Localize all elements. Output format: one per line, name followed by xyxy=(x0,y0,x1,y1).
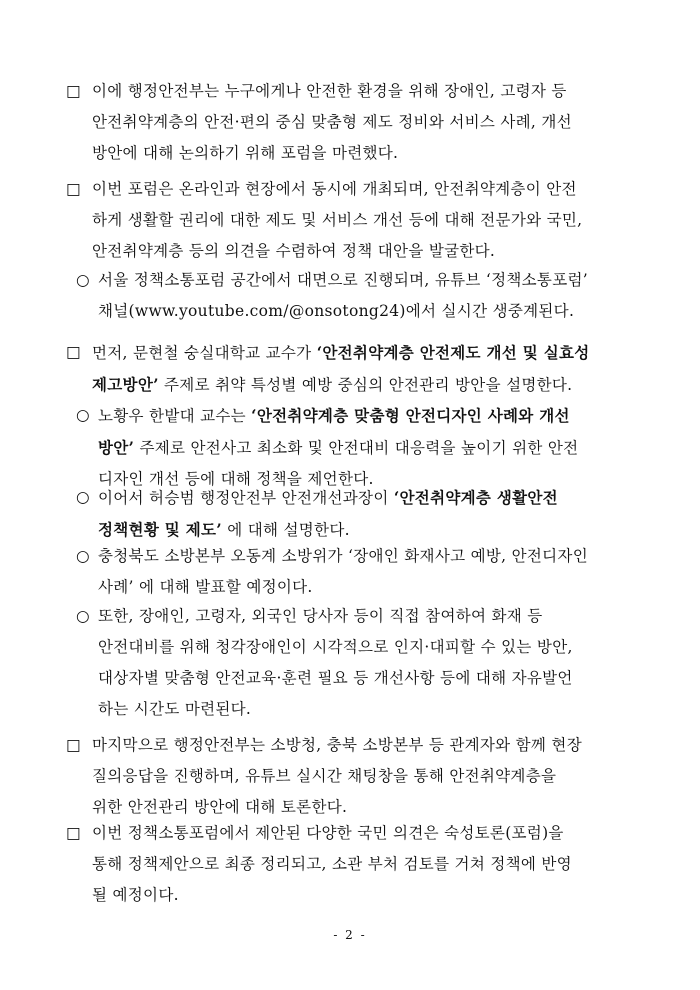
paragraph-forum-format xyxy=(66,174,646,267)
paragraph-first-presentation xyxy=(66,337,646,401)
circle-bullet: ○ xyxy=(76,488,90,506)
page-number: - 2 - xyxy=(333,928,367,942)
text-line xyxy=(92,337,646,369)
line-text: 이어서 허승범 행정안전부 안전개선과장이 xyxy=(98,489,394,507)
bold-topic: ‘안전취약계층 맞춤형 안전디자인 사례와 개선 xyxy=(251,406,570,425)
bold-topic: ‘안전취약계층 안전제도 개선 및 실효성 xyxy=(316,343,590,362)
text-line xyxy=(98,482,646,514)
text-line: 질의응답을 진행하며, 유튜브 실시간 채팅창을 통해 안전취약계층을 xyxy=(92,767,557,785)
paragraph-broadcast xyxy=(76,265,646,327)
text-line xyxy=(92,369,646,401)
text-line xyxy=(98,400,646,432)
text-line: 안전취약계층의 안전·편의 중심 맞춤형 제도 정비와 서비스 사례, 개선 xyxy=(92,113,572,131)
paragraph-qna xyxy=(66,730,646,823)
square-bullet: □ xyxy=(66,180,81,198)
text-line: 하는 시간도 마련된다. xyxy=(98,700,252,718)
square-bullet: □ xyxy=(66,824,81,842)
text-line: 채널(www.youtube.com/@onsotong24)에서 실시간 생중계된다. xyxy=(98,302,575,320)
paragraph-policy-reflection xyxy=(66,818,646,911)
line-text: 에 대해 설명한다. xyxy=(222,521,350,539)
line-text: 주제로 안전사고 최소화 및 안전대비 대응력을 높이기 위한 안전 xyxy=(134,439,579,457)
square-bullet: □ xyxy=(66,736,81,754)
text-line: 하게 생활할 권리에 대한 제도 및 서비스 개선 등에 대해 전문가와 국민, xyxy=(92,211,583,229)
text-line: 안전취약계층 등의 의견을 수렴하여 정책 대안을 발굴한다. xyxy=(92,242,496,260)
text-line: 디자인 개선 등에 대해 정책을 제언한다. xyxy=(98,470,374,488)
bold-topic: 정책현황 및 제도’ xyxy=(98,520,223,539)
paragraph-third-presentation xyxy=(76,482,646,546)
circle-bullet: ○ xyxy=(76,406,90,424)
paragraph-fourth-presentation xyxy=(76,541,646,603)
line-text: 주제로 취약 특성별 예방 중심의 안전관리 방안을 설명한다. xyxy=(158,376,573,394)
text-line: 될 예정이다. xyxy=(92,886,179,904)
square-bullet: □ xyxy=(66,82,81,100)
text-line: 또한, 장애인, 고령자, 외국인 당사자 등이 직접 참여하여 화재 등 xyxy=(98,607,543,625)
text-line: 이번 정책소통포럼에서 제안된 다양한 국민 의견은 숙성토론(포럼)을 xyxy=(92,824,564,842)
text-line: 충청북도 소방본부 오동계 소방위가 ‘장애인 화재사고 예방, 안전디자인 xyxy=(98,547,588,565)
line-text: 먼저, 문현철 숭실대학교 교수가 xyxy=(92,344,317,362)
text-line xyxy=(98,432,646,464)
circle-bullet: ○ xyxy=(76,547,90,565)
paragraph-second-presentation xyxy=(76,400,646,495)
text-line: 이번 포럼은 온라인과 현장에서 동시에 개최되며, 안전취약계층이 안전 xyxy=(92,180,577,198)
square-bullet: □ xyxy=(66,343,81,361)
bold-topic: 방안’ xyxy=(98,438,135,457)
bold-topic: ‘안전취약계층 생활안전 xyxy=(393,488,558,507)
paragraph-free-speech xyxy=(76,601,646,725)
text-line: 마지막으로 행정안전부는 소방청, 충북 소방본부 등 관계자와 함께 현장 xyxy=(92,736,582,754)
text-line: 서울 정책소통포럼 공간에서 대면으로 진행되며, 유튜브 ‘정책소통포럼’ xyxy=(98,271,588,289)
text-line: 방안에 대해 논의하기 위해 포럼을 마련했다. xyxy=(92,144,399,162)
paragraph-forum-purpose xyxy=(66,76,646,169)
text-line: 통해 정책제안으로 최종 정리되고, 소관 부처 검토를 거쳐 정책에 반영 xyxy=(92,855,572,873)
text-line: 안전대비를 위해 청각장애인이 시각적으로 인지·대피할 수 있는 방안, xyxy=(98,638,573,656)
line-text: 노황우 한밭대 교수는 xyxy=(98,407,252,425)
text-line: 이에 행정안전부는 누구에게나 안전한 환경을 위해 장애인, 고령자 등 xyxy=(92,82,567,100)
text-line: 대상자별 맞춤형 안전교육·훈련 필요 등 개선사항 등에 대해 자유발언 xyxy=(98,669,573,687)
circle-bullet: ○ xyxy=(76,607,90,625)
text-line: 사례’ 에 대해 발표할 예정이다. xyxy=(98,578,313,596)
circle-bullet: ○ xyxy=(76,271,90,289)
bold-topic: 제고방안’ xyxy=(92,375,159,394)
text-line: 위한 안전관리 방안에 대해 토론한다. xyxy=(92,798,348,816)
